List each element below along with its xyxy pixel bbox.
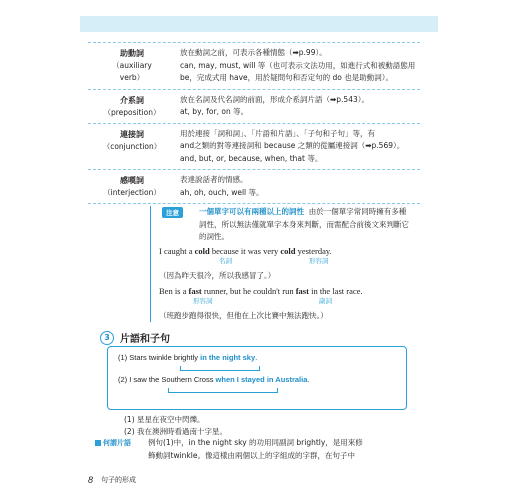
- body-line: 例句(1)中，in the night sky 的功用同副詞 brightly，是用來修: [148, 438, 363, 447]
- modifier-arrow: [168, 388, 278, 393]
- description-line: 表達說話者的情感。: [180, 175, 248, 184]
- example-keyword: fast: [188, 285, 202, 296]
- note-heading: 一個單字可以有兩種以上的詞性: [199, 207, 304, 216]
- example-block: [159, 246, 420, 322]
- chapter-name: 句子的形成: [101, 476, 137, 484]
- parts-of-speech-table: [88, 42, 420, 204]
- example-text: (2) I saw the Southern Cross: [118, 375, 216, 384]
- description-cell: [176, 43, 420, 89]
- description-cell: [176, 90, 420, 123]
- example-sentence: [159, 286, 420, 296]
- description-line: 放在名詞及代名詞的前面，形成介系詞片語（➡p.543）。: [180, 94, 369, 104]
- pos-tag-adjective: 形容詞: [193, 296, 213, 305]
- body-paragraph: [148, 436, 420, 462]
- term-english: （interjection）: [103, 188, 161, 197]
- description-line: ah, oh, ouch, well 等。: [180, 187, 264, 197]
- example-box: [107, 346, 407, 410]
- pos-tag-adjective: 形容詞: [309, 256, 329, 265]
- term-cell: [88, 43, 176, 89]
- example-sentence-1: [118, 353, 257, 362]
- description-cell: [176, 124, 420, 170]
- body-line: 飾動詞twinkle。像這樣由兩個以上的字組成的字群，在句子中: [148, 451, 355, 460]
- example-translation: （因為昨天很冷，所以我感冒了。）: [159, 270, 276, 280]
- translation-2: (2) 我在澳洲時看過南十字星。: [124, 427, 228, 436]
- pos-tags: [159, 256, 420, 269]
- term-english: （preposition）: [103, 107, 161, 117]
- example-text: because it was very: [209, 245, 281, 256]
- description-line: and, but, or, because, when, that 等。: [180, 153, 323, 163]
- note-text: 的詞性。: [199, 232, 229, 241]
- section-heading: [100, 330, 170, 345]
- table-row: [88, 124, 420, 171]
- example-text: yesterday.: [295, 245, 332, 256]
- term-cell: [88, 170, 176, 203]
- highlighted-phrase: in the night sky: [200, 353, 256, 362]
- highlighted-clause: when I stayed in Australia: [215, 375, 308, 384]
- example-keyword: cold: [280, 245, 296, 256]
- description-line: 用於連接「詞和詞」、「片語和片語」、「子句和子句」等，有: [180, 128, 375, 138]
- modifier-arrow: [180, 366, 260, 371]
- example-keyword: fast: [295, 285, 309, 296]
- example-keyword: cold: [194, 245, 210, 256]
- term-english: verb）: [119, 73, 145, 82]
- pos-tags: [159, 296, 420, 309]
- pos-tag-adverb: 副詞: [319, 296, 332, 305]
- note-text: 詞性，所以無法僅就單字本身來判斷，而需配合前後文來判斷它: [199, 219, 409, 229]
- note-tag: 注意: [162, 207, 183, 218]
- term-chinese: 助動詞: [120, 49, 144, 58]
- term-chinese: 連接詞: [120, 129, 144, 139]
- term-cell: [88, 90, 176, 123]
- side-label: 何謂片語: [95, 438, 131, 448]
- pos-tag-noun: 名詞: [219, 256, 232, 265]
- example-text: I caught a: [159, 245, 195, 256]
- section-title: 片語和子句: [120, 334, 170, 345]
- example-translation: （班跑步跑得很快，但他在上次比賽中無法跑快。）: [159, 310, 328, 320]
- page-footer: [88, 475, 136, 485]
- example-sentence: [159, 246, 420, 256]
- term-english: （auxiliary: [112, 61, 152, 70]
- term-english: （conjunction）: [102, 141, 162, 151]
- example-text: in the last race.: [308, 285, 363, 296]
- term-chinese: 感嘆詞: [120, 176, 144, 185]
- translation-1: (1) 星星在夜空中閃爍。: [124, 415, 205, 424]
- term-chinese: 介系詞: [120, 95, 144, 105]
- note-line: [199, 206, 420, 219]
- section-number: 3: [100, 331, 114, 345]
- description-cell: [176, 170, 420, 203]
- term-cell: [88, 124, 176, 170]
- table-row: [88, 43, 420, 90]
- description-line: at, by, for, on 等。: [180, 107, 249, 116]
- example-sentence-2: [118, 375, 309, 384]
- example-text: (1) Stars twinkle brightly: [118, 353, 201, 362]
- note-text: 由於一個單字常同時擁有多種: [308, 207, 407, 216]
- note-box: [150, 206, 420, 322]
- description-line: can, may, must, will 等（也可表示文法功用，如進行式和被動語態用: [180, 60, 416, 70]
- table-row: [88, 170, 420, 204]
- description-line: and之類的對等連接詞和 because 之類的從屬連接詞（➡p.569）。: [180, 141, 405, 150]
- description-line: 放在動詞之前，可表示各種情態（➡p.99）。: [180, 48, 327, 57]
- example-text: .: [255, 353, 258, 362]
- table-row: [88, 90, 420, 124]
- note-content: [159, 206, 420, 244]
- example-text: .: [307, 375, 310, 384]
- example-text: Ben is a: [159, 285, 189, 296]
- example-text: runner, but he couldn't run: [201, 285, 296, 296]
- description-line: be，完成式用 have，用於疑問句和否定句的 do 也是助動詞）。: [180, 73, 394, 82]
- top-color-band: [80, 16, 438, 32]
- page-number: 8: [88, 475, 94, 485]
